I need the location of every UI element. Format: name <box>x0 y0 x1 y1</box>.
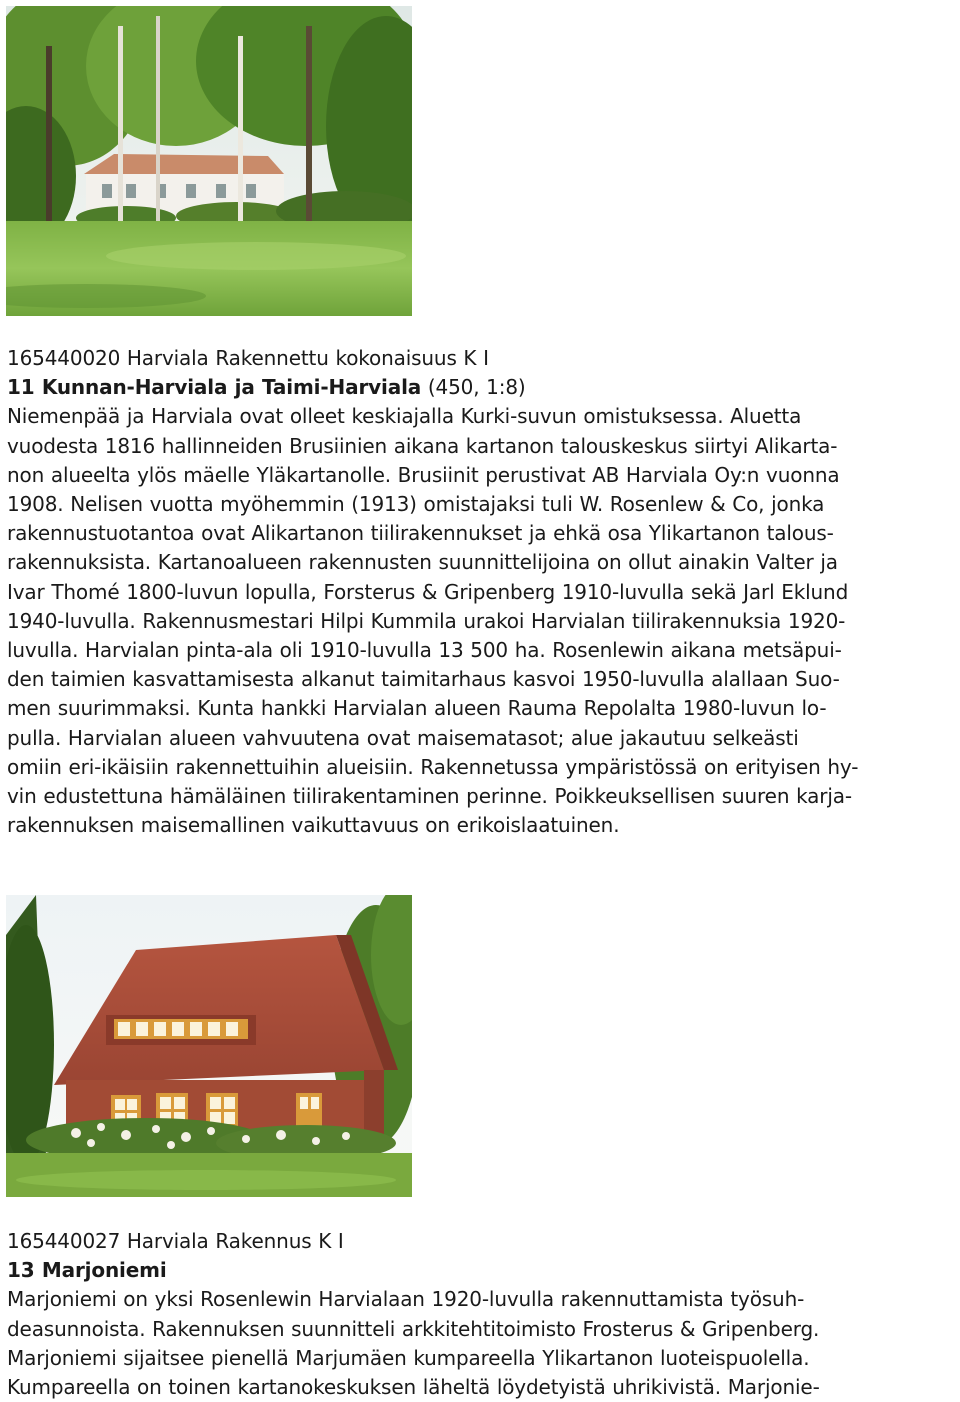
body-line: omiin eri-ikäisiin rakennettuihin alueisiin. Rakennetussa ympäristössä on erityisen hy- <box>7 754 859 779</box>
entry-id-line: 165440027 Harviala Rakennus K I <box>7 1229 344 1253</box>
entry-title-line <box>7 1256 955 1285</box>
entry-id-line: 165440020 Harviala Rakennettu kokonaisuus K I <box>7 346 489 370</box>
entry-title: 13 Marjoniemi <box>7 1258 167 1283</box>
body-line: rakennuksen maisemallinen vaikuttavuus on erikoislaatuinen. <box>7 813 620 838</box>
body-line: Marjoniemi sijaitsee pienellä Marjumäen kumpareella Ylikartanon luoteispuolella. <box>7 1345 810 1370</box>
marjoniemi-photo <box>6 895 412 1197</box>
body-line: luvulla. Harvialan pinta-ala oli 1910-luvulla 13 500 ha. Rosenlewin aikana metsäpui- <box>7 638 842 663</box>
entry-title-line <box>7 373 955 402</box>
body-line: pulla. Harvialan alueen vahvuutena ovat maisematasot; alue jakautuu selkeästi <box>7 725 799 750</box>
entry-body <box>7 402 955 840</box>
entry-title: 11 Kunnan-Harviala ja Taimi-Harviala <box>7 375 422 400</box>
marjoniemi-photo-image <box>6 895 412 1197</box>
body-line: 1940-luvulla. Rakennusmestari Hilpi Kummila urakoi Harvialan tiilirakennuksia 1920- <box>7 608 846 633</box>
manor-photo-image <box>6 6 412 316</box>
manor-photo <box>6 6 412 316</box>
body-line: 1908. Nelisen vuotta myöhemmin (1913) omistajaksi tuli W. Rosenlew & Co, jonka <box>7 492 825 517</box>
entry-marjoniemi <box>7 1227 955 1402</box>
entry-body <box>7 1285 955 1402</box>
body-line: rakennuksista. Kartanoalueen rakennusten suunnittelijoina on ollut ainakin Valter ja <box>7 550 838 575</box>
body-line: Ivar Thomé 1800-luvun lopulla, Forsterus & Gripenberg 1910-luvulla sekä Jarl Eklund <box>7 579 849 604</box>
body-line: Niemenpää ja Harviala ovat olleet keskiajalla Kurki-suvun omistuksessa. Aluetta <box>7 404 802 429</box>
body-line: Marjoniemi on yksi Rosenlewin Harvialaan 1920-luvulla rakennuttamista työsuh- <box>7 1287 805 1312</box>
body-line: deasunnoista. Rakennuksen suunnitteli arkkitehtitoimisto Frosterus & Gripenberg. <box>7 1316 820 1341</box>
body-line: den taimien kasvattamisesta alkanut taimitarhaus kasvoi 1950-luvulla alallaan Suo- <box>7 667 840 692</box>
body-line: men suurimmaksi. Kunta hankki Harvialan alueen Rauma Repolalta 1980-luvun lo- <box>7 696 827 721</box>
body-line: vin edustettuna hämäläinen tiilirakentaminen perinne. Poikkeuksellisen suuren karja- <box>7 784 852 809</box>
body-line: rakennustuotantoa ovat Alikartanon tiilirakennukset ja ehkä osa Ylikartanon talous- <box>7 521 834 546</box>
body-line: vuodesta 1816 hallinneiden Brusiinien aikana kartanon talouskeskus siirtyi Alikarta- <box>7 433 838 458</box>
entry-harviala-kokonaisuus <box>7 344 955 840</box>
body-line: non alueelta ylös mäelle Yläkartanolle. Brusiinit perustivat AB Harviala Oy:n vuonna <box>7 462 840 487</box>
entry-title-suffix: (450, 1:8) <box>421 375 526 400</box>
body-line: Kumpareella on toinen kartanokeskuksen läheltä löydetyistä uhrikivistä. Marjonie- <box>7 1375 820 1400</box>
